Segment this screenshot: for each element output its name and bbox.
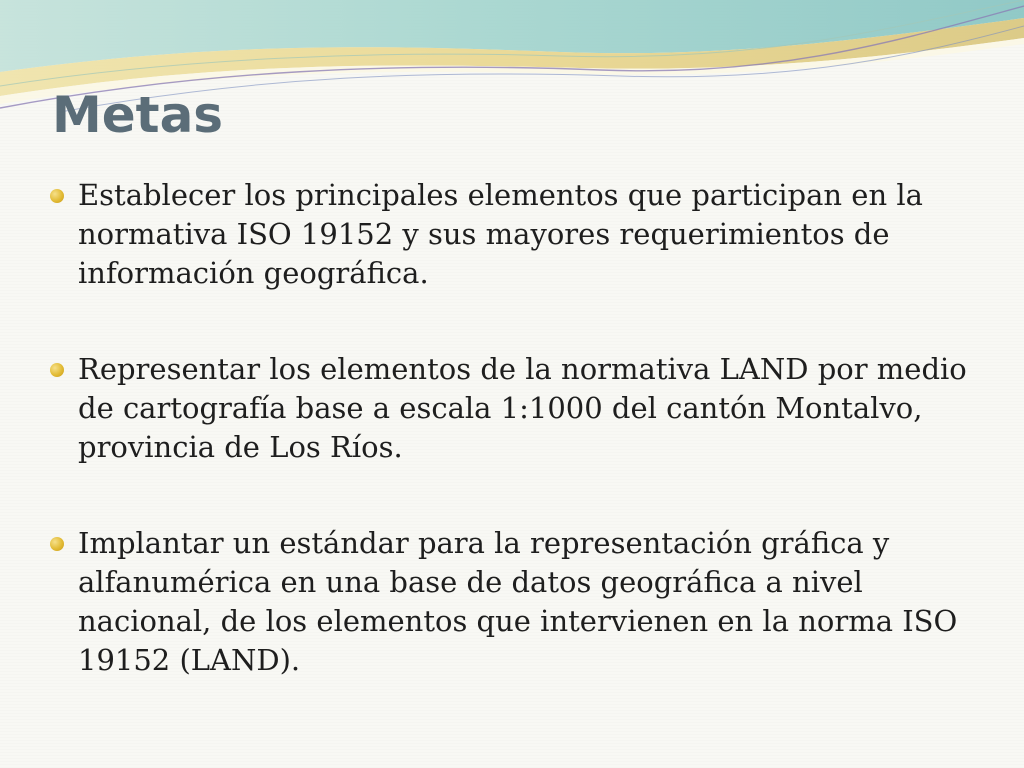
- bullet-item-1: [48, 176, 978, 293]
- slide-title: Metas: [52, 86, 224, 144]
- bullet-item-2: [48, 350, 978, 467]
- bullet-item-3: [48, 524, 978, 680]
- round-bullet-icon: [50, 189, 64, 203]
- bullet-list: [48, 176, 978, 737]
- round-bullet-icon: [50, 537, 64, 551]
- round-bullet-icon: [50, 363, 64, 377]
- bullet-text-3: Implantar un estándar para la representación gráfica y alfanumérica en una base de datos geográfica a nivel nacional, de los elementos que intervienen en la norma ISO 19152 (LAND).: [78, 526, 958, 677]
- bullet-text-2: Representar los elementos de la normativa LAND por medio de cartografía base a escala 1:1000 del cantón Montalvo, provincia de Los Ríos.: [78, 352, 967, 464]
- bullet-text-1: Establecer los principales elementos que participan en la normativa ISO 19152 y sus mayores requerimientos de información geográfica.: [78, 178, 923, 290]
